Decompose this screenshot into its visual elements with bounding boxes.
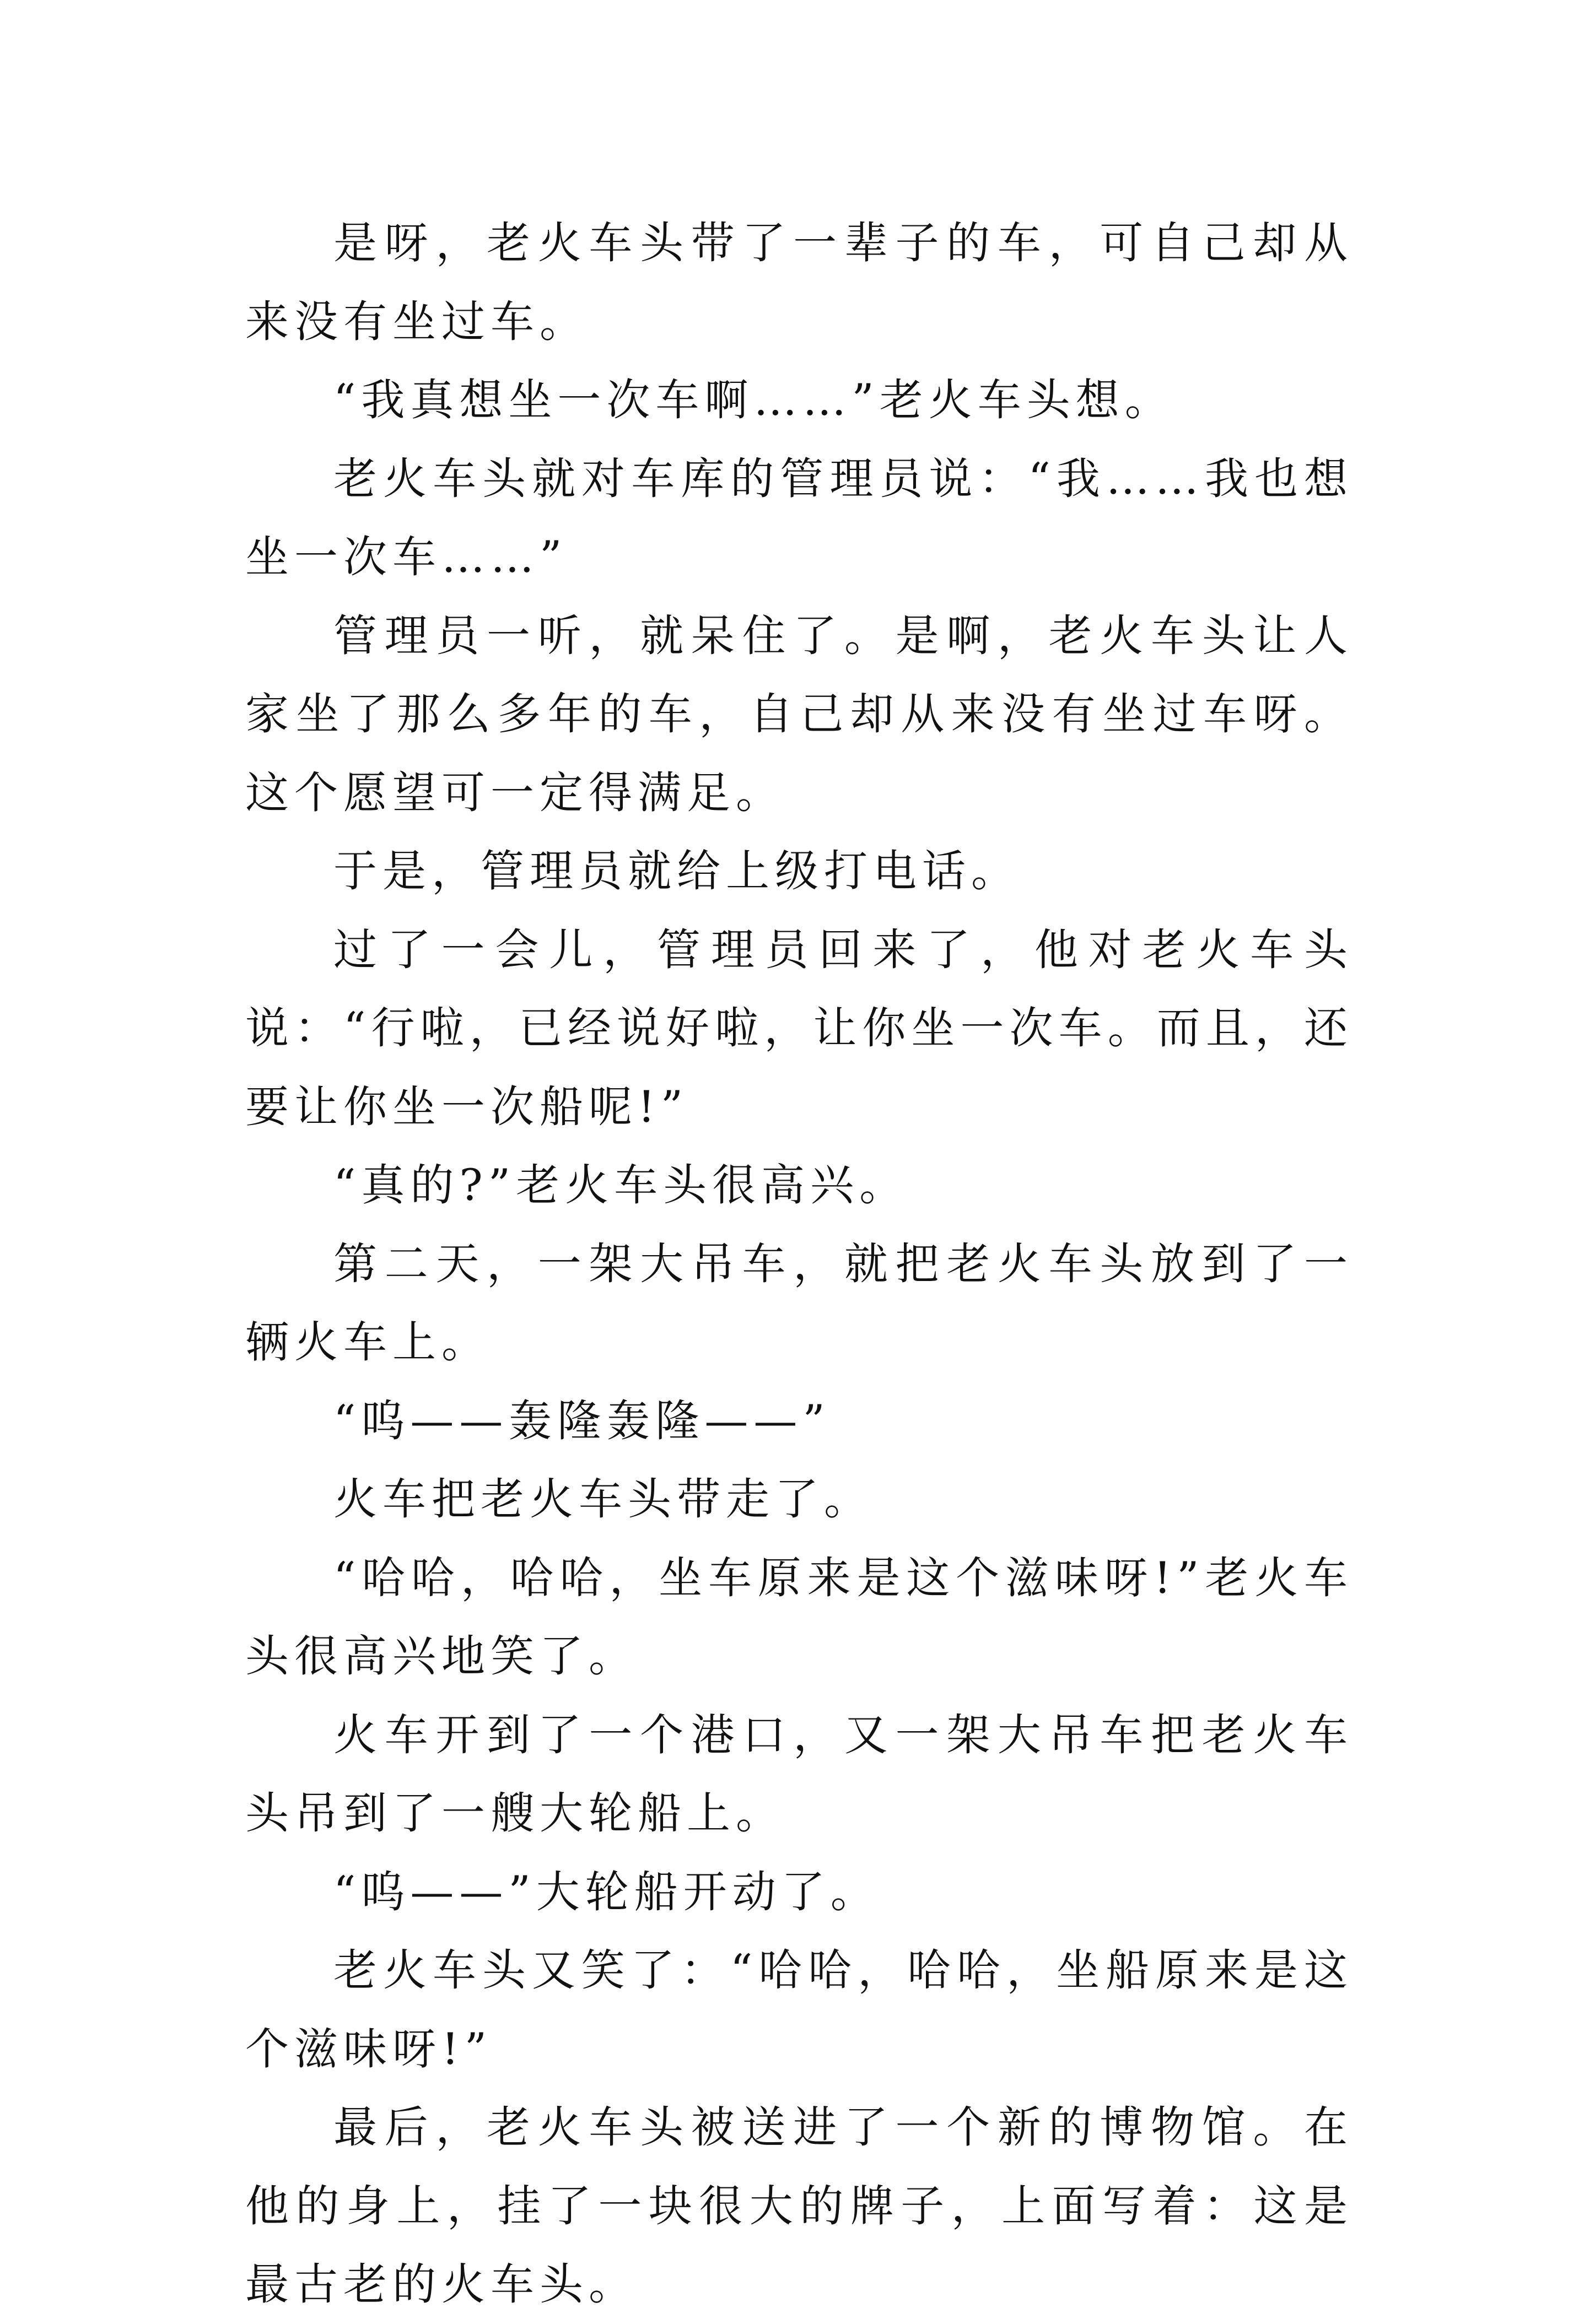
paragraph-1: 是呀，老火车头带了一辈子的车，可自己却从来没有坐过车。 (245, 218, 1353, 347)
paragraph-2: “我真想坐一次车啊……”老火车头想。 (333, 375, 1174, 425)
paragraph-9: “呜——轰隆轰隆——” (333, 1395, 831, 1446)
paragraph-4: 管理员一听，就呆住了。是啊，老火车头让人家坐了那么多年的车，自己却从来没有坐过车呀。这个愿望可一定得满足。 (245, 610, 1353, 818)
paragraph-10: 火车把老火车头带走了。 (333, 1474, 873, 1525)
paragraph-8: 第二天，一架大吊车，就把老火车头放到了一辆火车上。 (245, 1238, 1353, 1368)
paragraph-7: “真的?”老火车头很高兴。 (333, 1160, 909, 1210)
paragraph-5: 于是，管理员就给上级打电话。 (333, 846, 1020, 896)
paragraph-15: 最后，老火车头被送进了一个新的博物馆。在他的身上，挂了一块很大的牌子，上面写着：这是最古老的火车头。 (245, 2102, 1353, 2310)
paragraph-14: 老火车头又笑了：“哈哈，哈哈，坐船原来是这个滋味呀!” (245, 1945, 1353, 2074)
paragraph-11: “哈哈，哈哈，坐车原来是这个滋味呀!”老火车头很高兴地笑了。 (245, 1552, 1353, 1682)
document-page (245, 204, 1353, 2324)
paragraph-12: 火车开到了一个港口，又一架大吊车把老火车头吊到了一艘大轮船上。 (245, 1709, 1353, 1839)
paragraph-13: “呜——”大轮船开动了。 (333, 1866, 880, 1917)
paragraph-3: 老火车头就对车库的管理员说：“我……我也想坐一次车……” (245, 453, 1353, 582)
paragraph-6: 过了一会儿，管理员回来了，他对老火车头说：“行啦，已经说好啦，让你坐一次车。而且，还要让你坐一次船呢!” (245, 924, 1353, 1132)
